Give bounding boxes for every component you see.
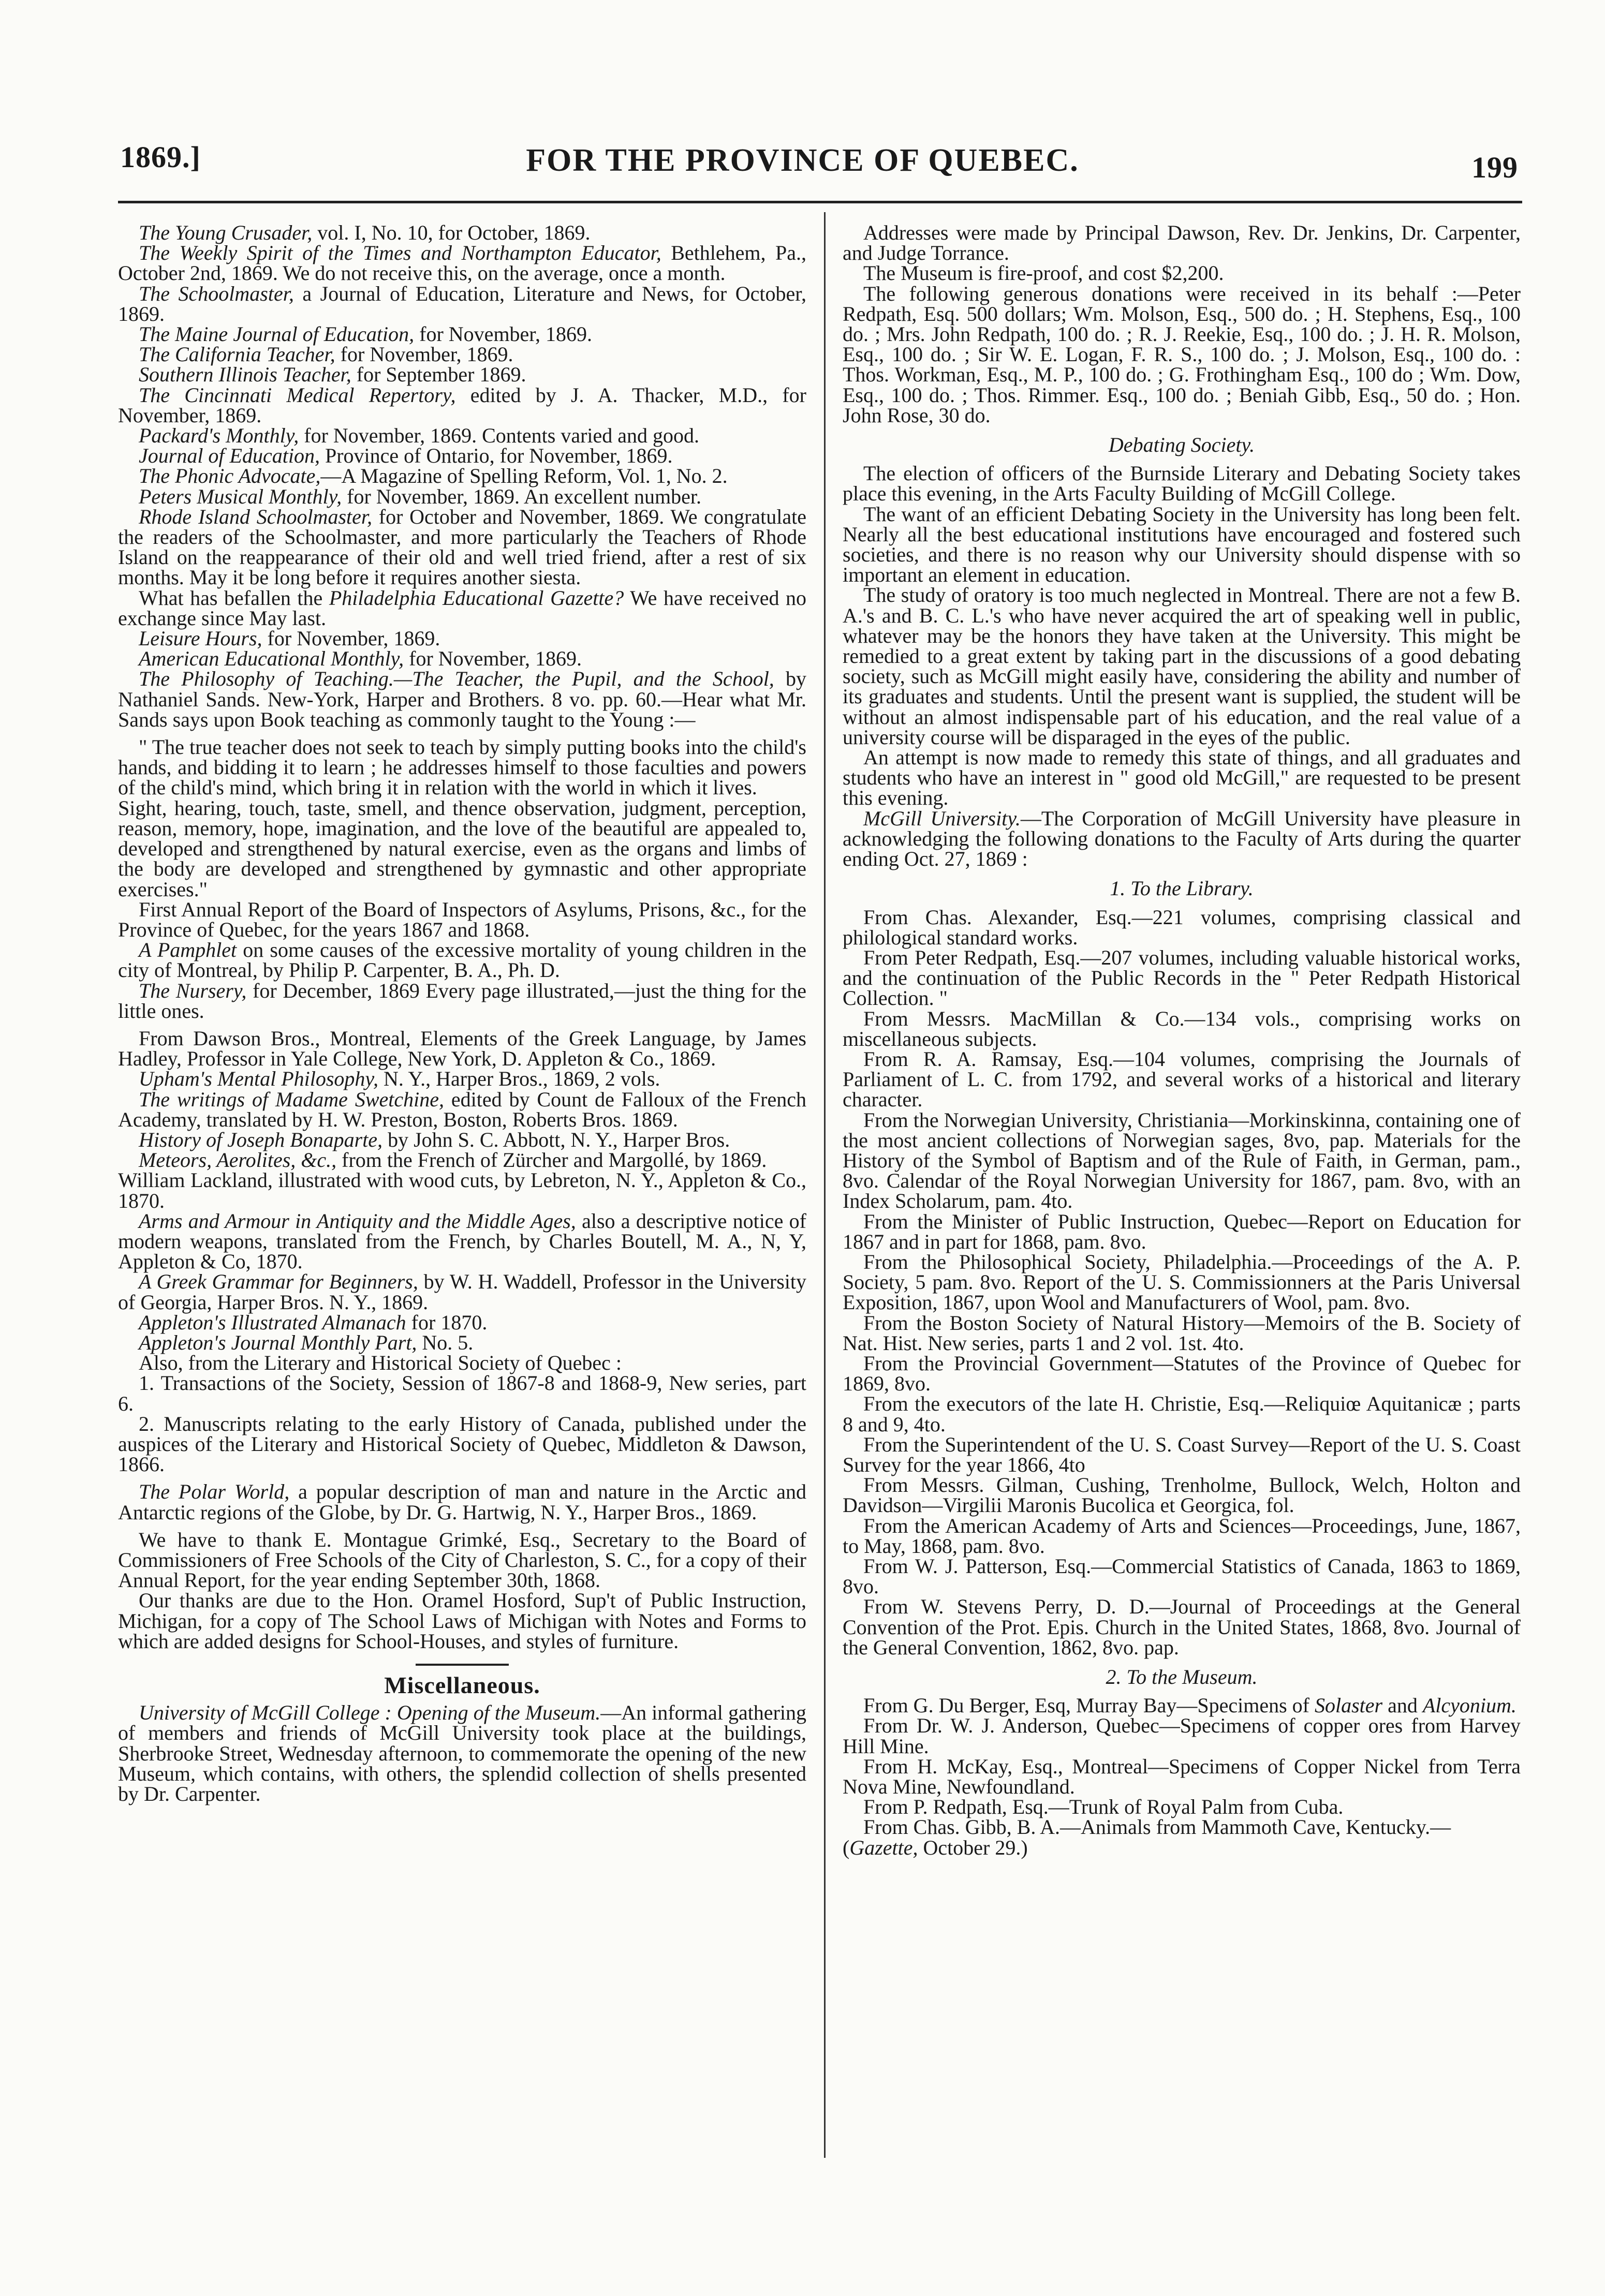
exchange-entry bbox=[118, 1150, 806, 1170]
exchange-entry bbox=[118, 486, 806, 507]
text-run: An attempt is now made to remedy this state of things, and all graduates and students who have an interest in " good old McGill," are requested to be present this evening. bbox=[843, 746, 1521, 810]
text-run: From Chas. Gibb, B. A.—Animals from Mammoth Cave, Kentucky.— bbox=[863, 1815, 1451, 1839]
italic-title: The California Teacher, bbox=[139, 343, 335, 366]
italic-title: McGill University. bbox=[863, 806, 1021, 830]
museum-donation bbox=[843, 1797, 1521, 1817]
text-run: by Nathaniel Sands. New-York, Harper and Brothers. 8 vo. pp. 60.—Hear what Mr. Sands says upon Book teaching as commonly taught to the Young :— bbox=[118, 667, 807, 731]
text-run: 2. Manuscripts relating to the early History of Canada, published under the auspices of the Literary and Historical Society of Quebec, Middleton & Dawson, 1866. bbox=[118, 1412, 806, 1476]
debating-paragraph bbox=[843, 504, 1521, 585]
italic-title: The writings of Madame Swetchine, bbox=[139, 1087, 444, 1111]
debating-paragraph bbox=[843, 585, 1521, 747]
italic-title: History of Joseph Bonaparte, bbox=[139, 1128, 383, 1151]
text-run: From Dr. W. J. Anderson, Quebec—Specimens of copper ores from Harvey Hill Mine. bbox=[843, 1714, 1521, 1758]
italic-title: A Pamphlet bbox=[139, 938, 237, 962]
italic-title: Arms and Armour in Antiquity and the Middle Ages, bbox=[139, 1209, 576, 1233]
exchange-entry bbox=[118, 223, 806, 243]
article-paragraph bbox=[843, 223, 1521, 263]
exchange-entry bbox=[118, 1312, 806, 1332]
museum-heading: 2. To the Museum. bbox=[1106, 1665, 1258, 1689]
exchange-entry bbox=[118, 1089, 806, 1130]
italic-title: The Cincinnati Medical Repertory, bbox=[139, 383, 456, 407]
italic-title: Leisure Hours, bbox=[139, 627, 262, 650]
text-run: We have to thank E. Montague Grimké, Esq., Secretary to the Board of Commissioners of Free Schools of the City of Charleston, S. C., for a copy of their Annual Report, for the year ending September 30th, 1868. bbox=[118, 1528, 806, 1592]
text-run: From G. Du Berger, Esq, Murray Bay—Specimens of bbox=[863, 1694, 1315, 1717]
museum-donations bbox=[843, 223, 1521, 425]
text-run: From P. Redpath, Esq.—Trunk of Royal Palm from Cuba. bbox=[863, 1795, 1344, 1819]
exchange-entry bbox=[118, 344, 806, 364]
exchange-entry bbox=[118, 1271, 806, 1312]
italic-title: The Weekly Spirit of the Times and Northampton Educator, bbox=[139, 241, 661, 265]
text-run: —The Corporation of McGill University have pleasure in acknowledging the following donations to the Faculty of Arts during the quarter ending Oct. 27, 1869 : bbox=[843, 806, 1521, 871]
museum-specimens bbox=[843, 1695, 1521, 1858]
italic-title: The Philosophy of Teaching.—The Teacher, the Pupil, and the School, bbox=[139, 667, 774, 691]
miscellaneous-heading: Miscellaneous. bbox=[384, 1672, 540, 1699]
debating-heading: Debating Society. bbox=[1108, 433, 1255, 457]
left-column bbox=[118, 223, 806, 1804]
exchange-entry bbox=[118, 1353, 806, 1373]
section-rule bbox=[416, 1664, 509, 1666]
text-run: for December, 1869 Every page illustrated,—just the thing for the little ones. bbox=[118, 979, 806, 1023]
exchange-entry bbox=[118, 1590, 806, 1651]
museum-opening-title: University of McGill College : Opening of the Museum. bbox=[139, 1701, 601, 1725]
italic-title: The Phonic Advocate, bbox=[139, 464, 321, 488]
exchange-entry bbox=[118, 1530, 806, 1591]
text-run: a popular description of man and nature in the Arctic and Antarctic regions of the Globe, by Dr. G. Hartwig, N. Y., Harper Bros., 1869. bbox=[118, 1480, 806, 1524]
exchange-entry bbox=[118, 1130, 806, 1150]
exchange-entry bbox=[118, 243, 806, 283]
exchange-entry bbox=[118, 1028, 806, 1069]
italic-title: The Schoolmaster, bbox=[139, 282, 294, 305]
exchange-entry bbox=[118, 899, 806, 940]
column-divider bbox=[824, 212, 826, 2158]
exchange-entry bbox=[118, 1211, 806, 1272]
museum-donation bbox=[843, 1817, 1521, 1837]
text-run: edited by Count de Falloux of the French Academy, translated by H. W. Preston, Boston, Roberts Bros. 1869. bbox=[118, 1087, 806, 1131]
text-run: Province of Ontario, for November, 1869. bbox=[319, 444, 673, 468]
exchange-entry bbox=[118, 1414, 806, 1475]
italic-title: Meteors, Aerolites, &c., bbox=[139, 1148, 337, 1172]
exchange-entry bbox=[118, 507, 806, 588]
text-run: and bbox=[1382, 1694, 1423, 1717]
text-run: also a descriptive notice of modern weapons, translated from the French, by Charles Boutell, M. A., N, Y, Appleton & Co, 1870. bbox=[118, 1209, 806, 1273]
text-run: for 1870. bbox=[406, 1310, 488, 1334]
header-year: 1869.] bbox=[120, 140, 201, 174]
page-title: FOR THE PROVINCE OF QUEBEC. bbox=[526, 143, 1079, 178]
text-run: from the French of Zürcher and Margollé, by 1869. bbox=[336, 1148, 767, 1172]
text-run: The Museum is fire-proof, and cost $2,200. bbox=[863, 261, 1224, 285]
exchange-entry bbox=[118, 648, 806, 669]
text-run: N. Y., Harper Bros., 1869, 2 vols. bbox=[378, 1067, 660, 1091]
text-run: for November, 1869. bbox=[262, 627, 440, 650]
library-donation: From Messrs. Gilman, Cushing, Trenholme, Bullock, Welch, Holton and Davidson—Virgilii Maronis Bucolica et Georgica, fol. bbox=[843, 1473, 1521, 1517]
text-run: From Dawson Bros., Montreal, Elements of the Greek Language, by James Hadley, Professor in Yale College, New York, D. Appleton & Co., 1869. bbox=[118, 1026, 806, 1071]
text-run: on some causes of the excessive mortality of young children in the city of Montreal, by Philip P. Carpenter, B. A., Ph. D. bbox=[118, 938, 807, 982]
italic-title: Journal of Education, bbox=[139, 444, 320, 468]
italic-title: Upham's Mental Philosophy, bbox=[139, 1067, 378, 1091]
text-run: William Lackland, illustrated with wood cuts, by Lebreton, N. Y., Appleton & Co., 1870. bbox=[118, 1168, 806, 1212]
italic-title: The Maine Journal of Education, bbox=[139, 322, 415, 346]
text-run: October 29.) bbox=[918, 1835, 1028, 1859]
museum-donation bbox=[843, 1695, 1521, 1715]
exchange-list bbox=[118, 223, 806, 1651]
text-run: by John S. C. Abbott, N. Y., Harper Bros. bbox=[382, 1128, 730, 1151]
library-donation: From the Philosophical Society, Philadelphia.—Proceedings of the A. P. Society, 5 pam. 8vo. Report of the U. S. Commissionners at the Paris Universal Exposition, 1867, upon Wool and Manufacturers of Wool, pam. 8vo. bbox=[843, 1250, 1521, 1314]
text-run: We have received no exchange since May last. bbox=[118, 586, 806, 630]
text-run: edited by J. A. Thacker, M.D., for November, 1869. bbox=[118, 383, 807, 427]
exchange-entry bbox=[118, 324, 806, 344]
library-donation: From the American Academy of Arts and Sciences—Proceedings, June, 1867, to May, 1868, pam. 8vo. bbox=[843, 1514, 1521, 1558]
exchange-entry bbox=[118, 588, 806, 628]
library-donation: From the Minister of Public Instruction, Quebec—Report on Education for 1867 and in part for 1868, pam. 8vo. bbox=[843, 1209, 1521, 1253]
library-donation: From Messrs. MacMillan & Co.—134 vols., comprising works on miscellaneous subjects. bbox=[843, 1006, 1521, 1050]
italic-title: Appleton's Journal Monthly Part, bbox=[139, 1330, 417, 1354]
text-run: No. 5. bbox=[417, 1330, 474, 1354]
exchange-entry bbox=[118, 981, 806, 1021]
exchange-entry bbox=[118, 446, 806, 466]
italic-title: A Greek Grammar for Beginners, bbox=[139, 1270, 418, 1294]
text-run: Sight, hearing, touch, taste, smell, and thence observation, judgment, perception, reason, memory, hope, imagination, and the love of the beautiful are appealed to, developed and strengthened by natural exercise, even as the organs and limbs of the body are developed and strengthened by gymnastic and other appropriate exercises." bbox=[118, 796, 806, 901]
text-run: " The true teacher does not seek to teach by simply putting books into the child's hands, and bidding it to learn ; he addresses himself to those faculties and powers of the child's mind, which bring it in relation with the world in which it lives. bbox=[118, 735, 806, 799]
text-run: for November, 1869. bbox=[404, 647, 582, 671]
library-donations bbox=[843, 907, 1521, 1658]
text-run: What has befallen the bbox=[139, 586, 329, 610]
library-donation: From the Provincial Government—Statutes of the Province of Quebec for 1869, 8vo. bbox=[843, 1351, 1521, 1396]
text-run: From H. McKay, Esq., Montreal—Specimens of Copper Nickel from Terra Nova Mine, Newfoundland. bbox=[843, 1754, 1521, 1799]
exchange-entry bbox=[118, 628, 806, 648]
italic-title: The Young Crusader, bbox=[139, 221, 313, 244]
exchange-entry bbox=[118, 1332, 806, 1353]
text-run: for November, 1869. An excellent number. bbox=[342, 484, 702, 508]
text-run: for October and November, 1869. We congratulate the readers of the Schoolmaster, and more particularly the Teachers of Rhode Island on the reappearance of their old and well tried friend, after a rest of six months. May it be long before it requires another siesta. bbox=[118, 505, 806, 589]
italic-title: Philadelphia Educational Gazette? bbox=[329, 586, 624, 610]
text-run: for November, 1869. bbox=[335, 343, 513, 366]
debating-paragraph bbox=[843, 808, 1521, 869]
text-run: 1. Transactions of the Society, Session of 1867-8 and 1868-9, New series, part 6. bbox=[118, 1371, 806, 1415]
text-run: The following generous donations were received in its behalf :—Peter Redpath, Esq. 500 dollars; Wm. Molson, Esq., 500 do. ; H. Stephens, Esq., 100 do. ; Mrs. John Redpath, 100 do. ; R. J. Reekie, Esq., 100 do. ; J. H. R. Molson, Esq., 100 do. ; Sir W. E. Logan, F. R. S., 100 do. ; J. Molson, Esq., 100 do. : Thos. Workman, Esq., M. P., 100 do. ; G. Frothingham Esq., 100 do ; Wm. Dow, Esq., 100 do. ; Thos. Rimmer. Esq., 100 do. ; Beniah Gibb, Esq., 50 do. ; Hon. John Rose, 30 do. bbox=[843, 282, 1521, 427]
exchange-entry bbox=[118, 1373, 806, 1413]
exchange-entry bbox=[118, 940, 806, 980]
text-run: for November, 1869. Contents varied and good. bbox=[299, 424, 700, 448]
text-run: The study of oratory is too much neglected in Montreal. There are not a few B. A.'s and B. C. L.'s who have never acquired the art of speaking well in public, whatever may be the honors they have taken at the University. This might be remedied to a great extent by taking part in the discussions of a good debating society, such as McGill might easily have, considering the ability and number of its graduates and students. Until the present want is supplied, the student will be without an almost indispensable part of his education, and the real value of a university course will be disparaged in the eyes of the public. bbox=[843, 583, 1521, 749]
italic-title: The Polar World, bbox=[139, 1480, 290, 1504]
text-run: First Annual Report of the Board of Inspectors of Asylums, Prisons, &c., for the Province of Quebec, for the years 1867 and 1868. bbox=[118, 897, 806, 941]
text-run: The want of an efficient Debating Society in the University has long been felt. Nearly all the best educational institutions have encouraged and fostered such societies, and there is no reason why our University should dispense with so important an element in education. bbox=[843, 502, 1521, 587]
exchange-entry bbox=[118, 737, 806, 798]
italic-title: Rhode Island Schoolmaster, bbox=[139, 505, 373, 528]
italic-title: Alcyonium. bbox=[1422, 1694, 1516, 1717]
italic-title: Packard's Monthly, bbox=[139, 424, 299, 448]
right-column bbox=[843, 223, 1521, 1858]
text-run: a Journal of Education, Literature and News, for October, 1869. bbox=[118, 282, 806, 325]
museum-donation bbox=[843, 1835, 1521, 1859]
debating-section bbox=[843, 463, 1521, 869]
text-run: Bethlehem, Pa., October 2nd, 1869. We do not receive this, on the average, once a month. bbox=[118, 241, 806, 285]
exchange-entry bbox=[118, 363, 806, 387]
italic-title: Peters Musical Monthly, bbox=[139, 484, 342, 508]
exchange-entry bbox=[118, 1482, 806, 1522]
exchange-entry bbox=[118, 1069, 806, 1089]
museum-opening-text: —An informal gathering of members and friends of McGill University took place at the buildings, Sherbrooke Street, Wednesday afternoon, to commemorate the opening of the new Museum, which contains, with others, the splendid collection of shells presented by Dr. Carpenter. bbox=[118, 1701, 806, 1806]
italic-title: Solaster bbox=[1314, 1694, 1383, 1717]
debating-paragraph bbox=[843, 747, 1521, 808]
italic-title: Gazette, bbox=[849, 1835, 918, 1859]
library-donation: From the Norwegian University, Christiania—Morkinskinna, containing one of the most ancient collections of Norwegian sages, 8vo, pap. Materials for the History of the Symbol of Baptism and of the Rule of Faith, in German, pam., 8vo. Calendar of the Royal Norwegian University for 1867, pam. 8vo, with an Index Scholarum, pam. 4to. bbox=[843, 1108, 1521, 1213]
library-donation: From the Superintendent of the U. S. Coast Survey—Report of the U. S. Coast Survey for the year 1866, 4to bbox=[843, 1432, 1521, 1476]
article-paragraph bbox=[843, 263, 1521, 283]
exchange-entry bbox=[118, 669, 806, 730]
header-rule bbox=[118, 201, 1522, 203]
library-donation: From W. J. Patterson, Esq.—Commercial Statistics of Canada, 1863 to 1869, 8vo. bbox=[843, 1554, 1521, 1598]
italic-title: American Educational Monthly, bbox=[139, 647, 404, 671]
italic-title: The Nursery, bbox=[139, 979, 247, 1002]
museum-opening-paragraph bbox=[118, 1702, 806, 1804]
text-run: Our thanks are due to the Hon. Oramel Hosford, Sup't of Public Instruction, Michigan, for a copy of The School Laws of Michigan with Notes and Forms to which are added designs for School-Houses, and styles of furniture. bbox=[118, 1589, 806, 1653]
library-donation: From Peter Redpath, Esq.—207 volumes, including valuable historical works, and the continuation of the Public Records in the " Peter Redpath Historical Collection. " bbox=[843, 945, 1521, 1010]
exchange-entry bbox=[118, 425, 806, 446]
text-run: —A Magazine of Spelling Reform, Vol. 1, No. 2. bbox=[320, 464, 728, 488]
italic-title: Southern Illinois Teacher, bbox=[139, 363, 351, 387]
text-run: for November, 1869. bbox=[414, 322, 593, 346]
text-run: vol. I, No. 10, for October, 1869. bbox=[312, 221, 591, 244]
text-run: Also, from the Literary and Historical Society of Quebec : bbox=[139, 1351, 622, 1375]
debating-paragraph bbox=[843, 462, 1521, 506]
exchange-entry bbox=[118, 284, 806, 324]
article-paragraph bbox=[843, 284, 1521, 425]
library-donation: From the executors of the late H. Christie, Esq.—Reliquiœ Aquitanicæ ; parts 8 and 9, 4to. bbox=[843, 1392, 1521, 1436]
text-run: by W. H. Waddell, Professor in the University of Georgia, Harper Bros. N. Y., 1869. bbox=[118, 1270, 807, 1314]
library-donation: From the Boston Society of Natural History—Memoirs of the B. Society of Nat. Hist. New series, parts 1 and 2 vol. 1st. 4to. bbox=[843, 1311, 1521, 1355]
library-donation: From R. A. Ramsay, Esq.—104 volumes, comprising the Journals of Parliament of L. C. from 1792, and several works of a historical and literary character. bbox=[843, 1047, 1521, 1112]
museum-donation bbox=[843, 1715, 1521, 1756]
library-donation: From Chas. Alexander, Esq.—221 volumes, comprising classical and philological standard works. bbox=[843, 905, 1521, 949]
library-donation: From W. Stevens Perry, D. D.—Journal of Proceedings at the General Convention of the Prot. Epis. Church in the United States, 1868, 8vo. Journal of the General Convention, 1862, 8vo. pap. bbox=[843, 1595, 1521, 1659]
text-run: The election of officers of the Burnside Literary and Debating Society takes place this evening, in the Arts Faculty Building of McGill College. bbox=[843, 462, 1521, 506]
page-number: 199 bbox=[1471, 151, 1518, 184]
exchange-entry bbox=[118, 1170, 806, 1210]
exchange-entry bbox=[118, 798, 806, 899]
italic-title: Appleton's Illustrated Almanach bbox=[139, 1310, 406, 1334]
text-run: for September 1869. bbox=[351, 363, 526, 387]
library-heading: 1. To the Library. bbox=[1110, 877, 1254, 900]
text-run: Addresses were made by Principal Dawson, Rev. Dr. Jenkins, Dr. Carpenter, and Judge Torrance. bbox=[843, 221, 1521, 265]
museum-donation bbox=[843, 1756, 1521, 1797]
exchange-entry bbox=[118, 385, 806, 425]
exchange-entry bbox=[118, 466, 806, 486]
text-run: ( bbox=[843, 1835, 850, 1859]
